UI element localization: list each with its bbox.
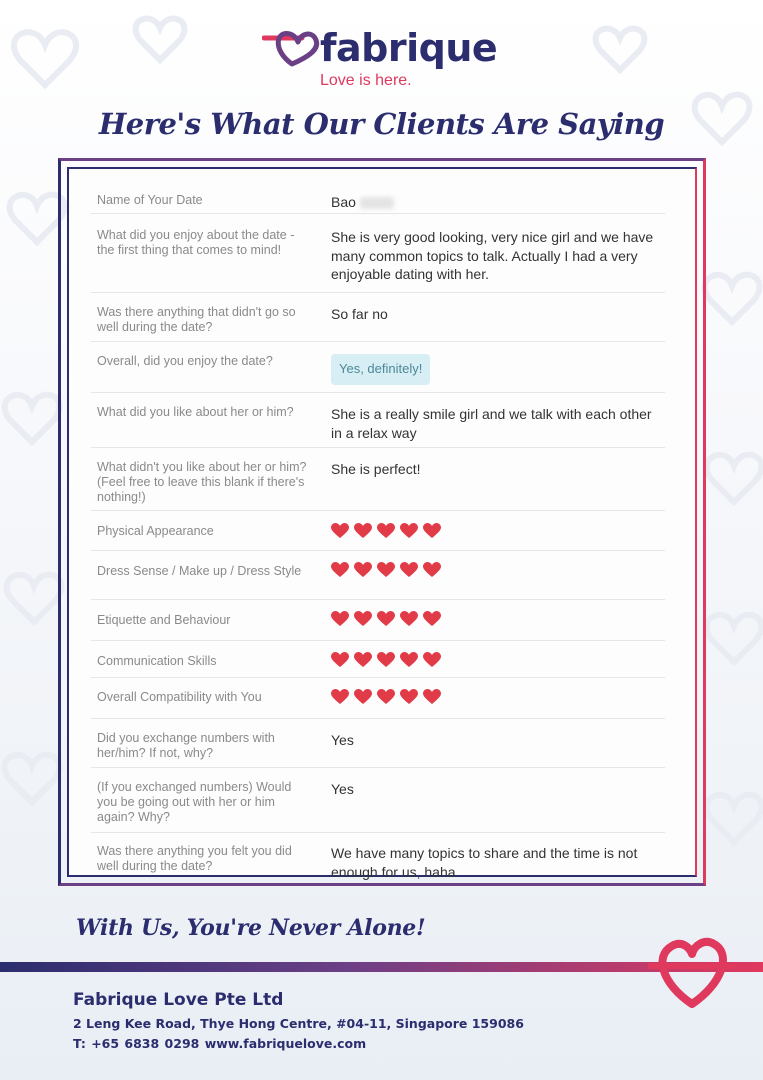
heart-rating-icon xyxy=(377,689,395,705)
form-question: Was there anything you felt you did well during the date? xyxy=(97,844,292,873)
form-row xyxy=(91,768,665,833)
brand-name: fabrique xyxy=(320,26,498,70)
form-question: Dress Sense / Make up / Dress Style xyxy=(97,564,302,578)
form-row xyxy=(91,551,665,600)
brand-tagline: Love is here. xyxy=(320,72,412,89)
heart-rating-icon xyxy=(377,562,395,578)
heart-rating-icon xyxy=(423,523,441,539)
rating-hearts xyxy=(331,523,446,544)
rating-hearts xyxy=(331,562,446,583)
form-answer: She is a really smile girl and we talk with each other in a relax way xyxy=(331,406,652,441)
rating-hearts xyxy=(331,652,446,673)
form-question: Overall Compatibility with You xyxy=(97,690,262,704)
form-answer: She is perfect! xyxy=(331,461,421,477)
form-question: What did you enjoy about the date - the first thing that comes to mind! xyxy=(97,228,295,257)
company-contact: T: +65 6838 0298 www.fabriquelove.com xyxy=(73,1036,367,1051)
form-row xyxy=(91,448,665,511)
form-row xyxy=(91,177,665,214)
heart-rating-icon xyxy=(331,562,349,578)
heart-rating-icon xyxy=(423,611,441,627)
heart-rating-icon xyxy=(354,523,372,539)
heart-rating-icon xyxy=(423,652,441,668)
form-answer: She is very good looking, very nice girl and we have many common topics to talk. Actually I had a very enjoyable dating with her. xyxy=(331,229,654,282)
heart-rating-icon xyxy=(400,562,418,578)
heart-rating-icon xyxy=(400,611,418,627)
form-question: Did you exchange numbers with her/him? If not, why? xyxy=(97,731,275,760)
heart-rating-icon xyxy=(400,523,418,539)
rating-hearts xyxy=(331,611,446,632)
testimonial-card xyxy=(67,167,697,880)
heart-rating-icon xyxy=(377,611,395,627)
form-question: (If you exchanged numbers) Would you be going out with her or him again? Why? xyxy=(97,780,292,824)
form-answer xyxy=(331,354,661,385)
form-question: What did you like about her or him? xyxy=(97,405,294,419)
page-headline: Here's What Our Clients Are Saying xyxy=(98,107,665,141)
form-question: Etiquette and Behaviour xyxy=(97,613,231,627)
form-row xyxy=(91,833,665,883)
footer-slogan: With Us, You're Never Alone! xyxy=(76,915,426,941)
form-answer: So far no xyxy=(331,306,388,322)
form-row xyxy=(91,293,665,342)
heart-rating-icon xyxy=(400,689,418,705)
company-address: 2 Leng Kee Road, Thye Hong Centre, #04-11, Singapore 159086 xyxy=(73,1016,524,1031)
answer-text: Bao xyxy=(331,194,356,210)
form-row xyxy=(91,600,665,641)
form-question: Physical Appearance xyxy=(97,524,214,538)
footer-heart-icon xyxy=(648,932,738,1008)
heart-rating-icon xyxy=(331,689,349,705)
form-row xyxy=(91,511,665,551)
form-answer: We have many topics to share and the time is not enough for us, haha xyxy=(331,845,638,880)
brand-logo xyxy=(262,22,502,92)
answer-pill: Yes, definitely! xyxy=(331,354,430,385)
form-row xyxy=(91,719,665,768)
company-name: Fabrique Love Pte Ltd xyxy=(73,990,284,1010)
form-row xyxy=(91,393,665,448)
form-answer: Yes xyxy=(331,781,354,797)
heart-rating-icon xyxy=(331,523,349,539)
heart-rating-icon xyxy=(354,689,372,705)
heart-rating-icon xyxy=(423,562,441,578)
form-question: Name of Your Date xyxy=(97,193,203,207)
blurred-surname xyxy=(360,197,394,209)
heart-rating-icon xyxy=(354,611,372,627)
form-row xyxy=(91,641,665,678)
form-answer xyxy=(331,193,661,212)
heart-rating-icon xyxy=(354,652,372,668)
testimonial-frame xyxy=(58,158,706,886)
form-question: Overall, did you enjoy the date? xyxy=(97,354,273,368)
heart-rating-icon xyxy=(354,562,372,578)
form-question: Communication Skills xyxy=(97,654,217,668)
form-question: Was there anything that didn't go so well during the date? xyxy=(97,305,296,334)
heart-rating-icon xyxy=(423,689,441,705)
heart-rating-icon xyxy=(400,652,418,668)
heart-rating-icon xyxy=(331,611,349,627)
heart-rating-icon xyxy=(377,523,395,539)
form-row xyxy=(91,342,665,393)
rating-hearts xyxy=(331,689,446,710)
form-question: What didn't you like about her or him? (Feel free to leave this blank if there's nothing!) xyxy=(97,460,307,504)
heart-rating-icon xyxy=(331,652,349,668)
form-answer: Yes xyxy=(331,732,354,748)
form-row xyxy=(91,214,665,293)
form-row xyxy=(91,678,665,719)
heart-rating-icon xyxy=(377,652,395,668)
